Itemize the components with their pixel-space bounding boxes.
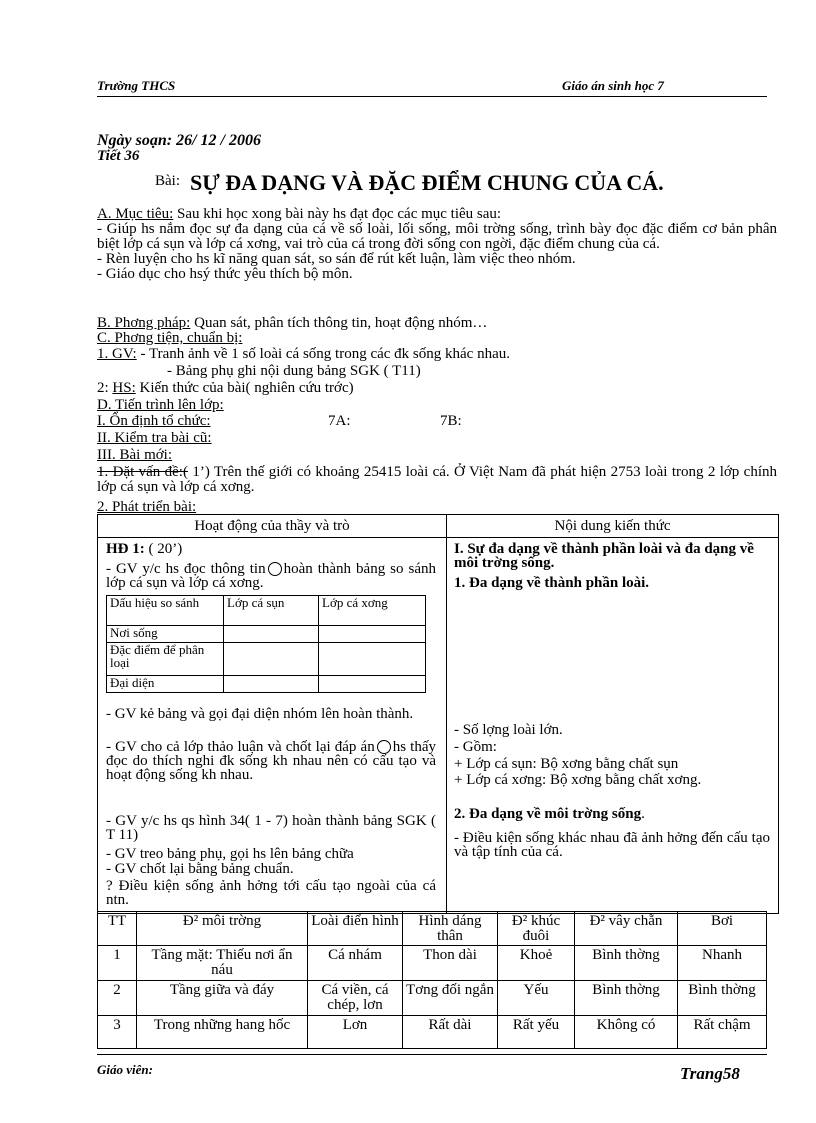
info-circle-icon	[377, 740, 391, 754]
right-point-1: - Số lợng loài lớn.	[454, 722, 563, 738]
class-7b: 7B:	[440, 413, 462, 429]
footer-rule	[97, 1054, 767, 1055]
footer-teacher: Giáo viên:	[97, 1062, 153, 1077]
objective-2: - Rèn luyện cho hs kĩ năng quan sát, so sán để rút kết luận, làm việc theo nhóm.	[97, 251, 576, 267]
bot-header-swim: Bơi	[678, 912, 767, 946]
inner-row-habitat: Nơi sống	[107, 626, 224, 643]
bot-header-species: Loài điển hình	[308, 912, 403, 946]
info-circle-icon	[268, 562, 282, 576]
right-point-2: - Gồm:	[454, 739, 497, 755]
cell: 2	[98, 981, 137, 1016]
bot-header-fin: Đ² vây chẵn	[575, 912, 678, 946]
left-task-6: - GV chốt lại bằng bảng chuẩn.	[106, 861, 294, 877]
cell: Rất dài	[403, 1016, 498, 1049]
section-a	[97, 207, 777, 282]
lesson-title: SỰ ĐA DẠNG VÀ ĐẶC ĐIỂM CHUNG CỦA CÁ.	[190, 170, 664, 195]
inner-header-cartilage: Lớp cá sụn	[224, 596, 319, 626]
intro-paragraph: 1. Đặt vấn đề:( 1’) Trên thế giới có khoảng 25415 loài cá. Ở Việt Nam đã phát hiện 2753 loài trong 2 lớp chính lớp cá sụn và lớp cá xơng.	[97, 464, 777, 495]
left-task-4: - GV y/c hs qs hình 34( 1 - 7) hoàn thành bảng SGK ( T 11)	[106, 813, 436, 843]
bot-header-tail: Đ² khúc đuôi	[498, 912, 575, 946]
objective-3: - Giáo dục cho hsý thức yêu thích bộ môn.	[97, 266, 353, 282]
left-task-2: - GV kẻ bảng và gọi đại diện nhóm lên hoàn thành.	[106, 706, 414, 722]
check-label: II. Kiểm tra bài cũ:	[97, 430, 212, 446]
hd1-title: HĐ 1: ( 20’)	[106, 541, 183, 557]
footer-page-number: Trang58	[680, 1064, 740, 1083]
section-c-label: C. Phơng tiện, chuẩn bị:	[97, 330, 243, 346]
section-b	[97, 316, 487, 330]
class-7a: 7A:	[328, 413, 351, 429]
bot-header-body: Hình dáng thân	[403, 912, 498, 946]
cell: Bình thờng	[678, 981, 767, 1016]
header-divider	[98, 537, 778, 538]
col-content-header: Nội dung kiến thức	[554, 518, 671, 534]
header-rule	[97, 96, 767, 97]
cell: Rất chậm	[678, 1016, 767, 1049]
cell: Yếu	[498, 981, 575, 1016]
right-heading-2: 1. Đa dạng về thành phần loài.	[454, 575, 650, 591]
cell: Tầng giữa và đáy	[137, 981, 308, 1016]
header-subject: Giáo án sinh học 7	[562, 78, 664, 93]
cell: Lơn	[308, 1016, 403, 1049]
table-row	[98, 1016, 767, 1049]
col-activity-header: Hoạt động của thầy và trò	[194, 518, 350, 534]
column-divider	[446, 515, 447, 913]
right-heading-3: 2. Đa dạng về môi trờng sống.	[454, 806, 645, 822]
cell: Cá nhám	[308, 946, 403, 981]
gv-prep-1: 1. GV: - Tranh ảnh về 1 số loài cá sống trong các đk sống khác nhau.	[97, 346, 510, 362]
objective-1: - Giúp hs nắm đọc sự đa dạng của cá về số loài, lối sống, môi trờng sống, trình bày đọc đặc điểm cơ bản phân biệt lớp cá sụn và lớp cá xơng, vai trò của cá trong đời sống con ngời, đặc điểm chung của cá.	[97, 221, 777, 252]
cell: Rất yếu	[498, 1016, 575, 1049]
left-question: ? Điều kiện sống ảnh hởng tới cấu tạo ngoài của cá ntn.	[106, 878, 436, 908]
bot-header-habitat: Đ² môi trờng	[137, 912, 308, 946]
right-point-5: - Điều kiện sống khác nhau đã ảnh hởng đến cấu tạo và tập tính của cá.	[454, 830, 770, 860]
inner-header-bony: Lớp cá xơng	[319, 596, 426, 626]
section-a-intro: Sau khi học xong bài này hs đạt đọc các mục tiêu sau:	[173, 206, 502, 222]
section-b-label: B. Phơng pháp:	[97, 315, 191, 331]
left-task-3: - GV cho cả lớp thảo luận và chốt lại đáp án hs thấy đọc do thích nghi đk sống kh nhau nên có cấu tạo và hoạt động sống kh nhau.	[106, 739, 436, 783]
section-b-text: Quan sát, phân tích thông tin, hoạt động nhóm…	[190, 315, 488, 331]
right-point-4: + Lớp cá xơng: Bộ xơng bằng chất xơng.	[454, 772, 702, 788]
develop-label: 2. Phát triển bài:	[97, 499, 197, 515]
cell: Nhanh	[678, 946, 767, 981]
lesson-activity-table	[97, 514, 779, 914]
new-lesson-label: III. Bài mới:	[97, 447, 172, 463]
title-prefix: Bài:	[155, 173, 180, 189]
cell: Trong những hang hốc	[137, 1016, 308, 1049]
header-school: Trường THCS	[97, 78, 176, 93]
left-task-1: - GV y/c hs đọc thông tin hoàn thành bảng so sánh lớp cá sụn và lớp cá xơng.	[106, 561, 436, 591]
cell: Tầng mặt: Thiếu nơi ẩn náu	[137, 946, 308, 981]
period-number: Tiết 36	[97, 148, 140, 164]
gv-prep-2: - Bảng phụ ghi nội dung bảng SGK ( T11)	[167, 363, 421, 379]
section-a-label: A. Mục tiêu:	[97, 206, 174, 222]
cell: Không có	[575, 1016, 678, 1049]
cell: Khoẻ	[498, 946, 575, 981]
org-label: I. Ổn định tổ chức:	[97, 413, 211, 429]
table-row	[98, 946, 767, 981]
left-task-5: - GV treo bảng phụ, gọi hs lên bảng chữa	[106, 846, 354, 862]
inner-header-sign: Dấu hiệu so sánh	[107, 596, 224, 626]
inner-row-classification: Đặc điểm để phân loại	[107, 643, 224, 676]
cell: Thon dài	[403, 946, 498, 981]
comparison-table	[106, 595, 426, 693]
section-d-label: D. Tiến trình lên lớp:	[97, 397, 224, 413]
cell: 1	[98, 946, 137, 981]
bot-header-tt: TT	[98, 912, 137, 946]
right-point-3: + Lớp cá sụn: Bộ xơng bằng chất sụn	[454, 756, 679, 772]
inner-row-representative: Đại diện	[107, 676, 224, 693]
table-row	[98, 981, 767, 1016]
cell: Tơng đối ngắn	[403, 981, 498, 1016]
hs-prep: 2: HS: Kiến thức của bài( nghiên cứu trớc)	[97, 380, 354, 396]
date-prepared: Ngày soạn: 26/ 12 / 2006	[97, 132, 261, 149]
cell: 3	[98, 1016, 137, 1049]
fish-habitat-table	[97, 911, 767, 1049]
cell: Cá viền, cá chép, lơn	[308, 981, 403, 1016]
right-heading-1: I. Sự đa dạng về thành phần loài và đa dạng về môi trờng sống.	[454, 541, 754, 571]
cell: Bình thờng	[575, 981, 678, 1016]
cell: Bình thờng	[575, 946, 678, 981]
